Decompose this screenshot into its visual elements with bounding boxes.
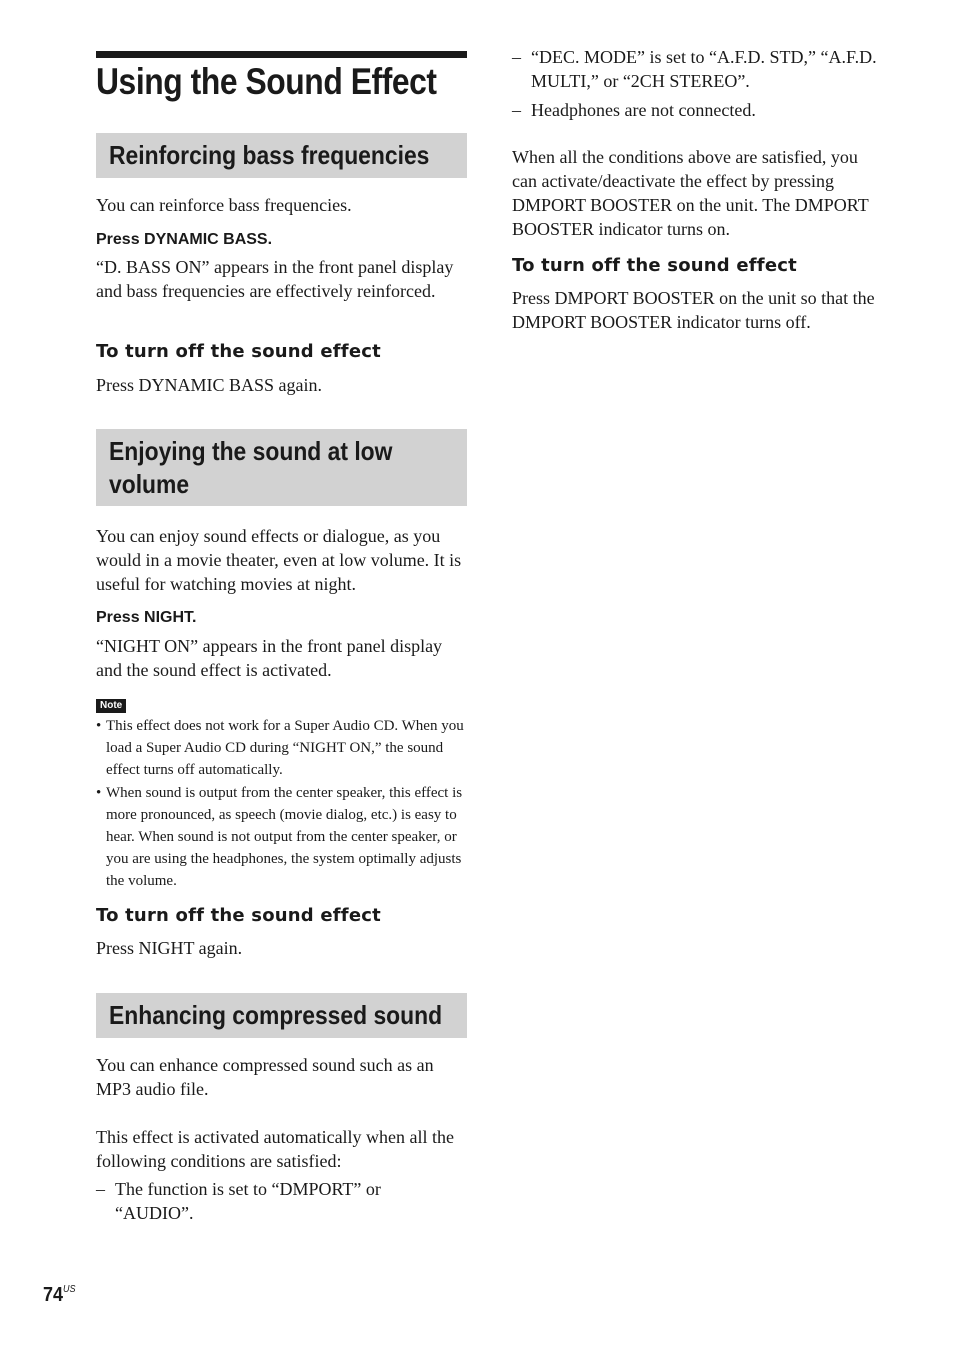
page-number-suffix: US — [63, 1284, 76, 1295]
condition-text: The function is set to “DMPORT” or “AUDIO”. — [115, 1179, 381, 1223]
section-heading-night-text: Enjoying the sound at low volume — [109, 436, 393, 499]
note-text: This effect does not work for a Super Audio CD. When you load a Super Audio CD during “NIGHT ON,” the sound effect turns off automatically. — [106, 718, 464, 778]
section-heading-compressed — [96, 993, 467, 1038]
bullet-icon: • — [96, 718, 102, 734]
title-rule — [96, 51, 467, 58]
bass-intro: You can reinforce bass frequencies. — [96, 195, 352, 215]
night-off-heading: To turn off the sound effect — [96, 905, 381, 926]
condition-item — [512, 45, 892, 93]
condition-item — [96, 1177, 426, 1225]
note-item — [96, 715, 467, 781]
compressed-off-heading: To turn off the sound effect — [512, 255, 797, 276]
bass-result: “D. BASS ON” appears in the front panel display and bass frequencies are effectively reinforced. — [96, 257, 454, 301]
compressed-intro: You can enhance compressed sound such as an MP3 audio file. — [96, 1055, 434, 1099]
note-badge: Note — [96, 699, 126, 713]
night-press-instruction: Press NIGHT. — [96, 609, 197, 626]
page-number-value: 74 — [43, 1284, 64, 1306]
night-result: “NIGHT ON” appears in the front panel display and the sound effect is activated. — [96, 636, 443, 680]
note-item — [96, 782, 467, 892]
bass-off-text: Press DYNAMIC BASS again. — [96, 375, 323, 395]
section-heading-compressed-text: Enhancing compressed sound — [109, 1000, 443, 1030]
night-intro: You can enjoy sound effects or dialogue, as you would in a movie theater, even at low volume. It is useful for watching movies at night. — [96, 526, 462, 594]
compressed-conditions-intro: This effect is activated automatically when all the following conditions are satisfied: — [96, 1127, 455, 1171]
note-text: When sound is output from the center speaker, this effect is more pronounced, as speech (movie dialog, etc.) is easy to hear. When sound is not output from the center speaker, or you are using the headphones, the system optimally adjusts the volume. — [106, 785, 463, 889]
dash-icon: – — [512, 47, 521, 67]
dash-icon: – — [512, 100, 521, 120]
condition-text: “DEC. MODE” is set to “A.F.D. STD,” “A.F.D. MULTI,” or “2CH STEREO”. — [531, 47, 877, 91]
night-off-text: Press NIGHT again. — [96, 938, 243, 958]
page-number — [43, 1284, 76, 1307]
section-heading-night — [96, 429, 467, 506]
section-heading-bass — [96, 133, 467, 178]
bullet-icon: • — [96, 785, 102, 801]
condition-text: Headphones are not connected. — [531, 100, 756, 120]
condition-item — [512, 98, 892, 122]
bass-press-instruction: Press DYNAMIC BASS. — [96, 231, 273, 248]
compressed-off-text: Press DMPORT BOOSTER on the unit so that the DMPORT BOOSTER indicator turns off. — [512, 288, 875, 332]
compressed-activation: When all the conditions above are satisfied, you can activate/deactivate the effect by pressing DMPORT BOOSTER on the unit. The DMPORT BOOSTER indicator turns on. — [512, 147, 869, 239]
dash-icon: – — [96, 1179, 105, 1199]
section-heading-bass-text: Reinforcing bass frequencies — [109, 140, 430, 170]
bass-off-heading: To turn off the sound effect — [96, 341, 381, 362]
page-title: Using the Sound Effect — [96, 61, 437, 102]
